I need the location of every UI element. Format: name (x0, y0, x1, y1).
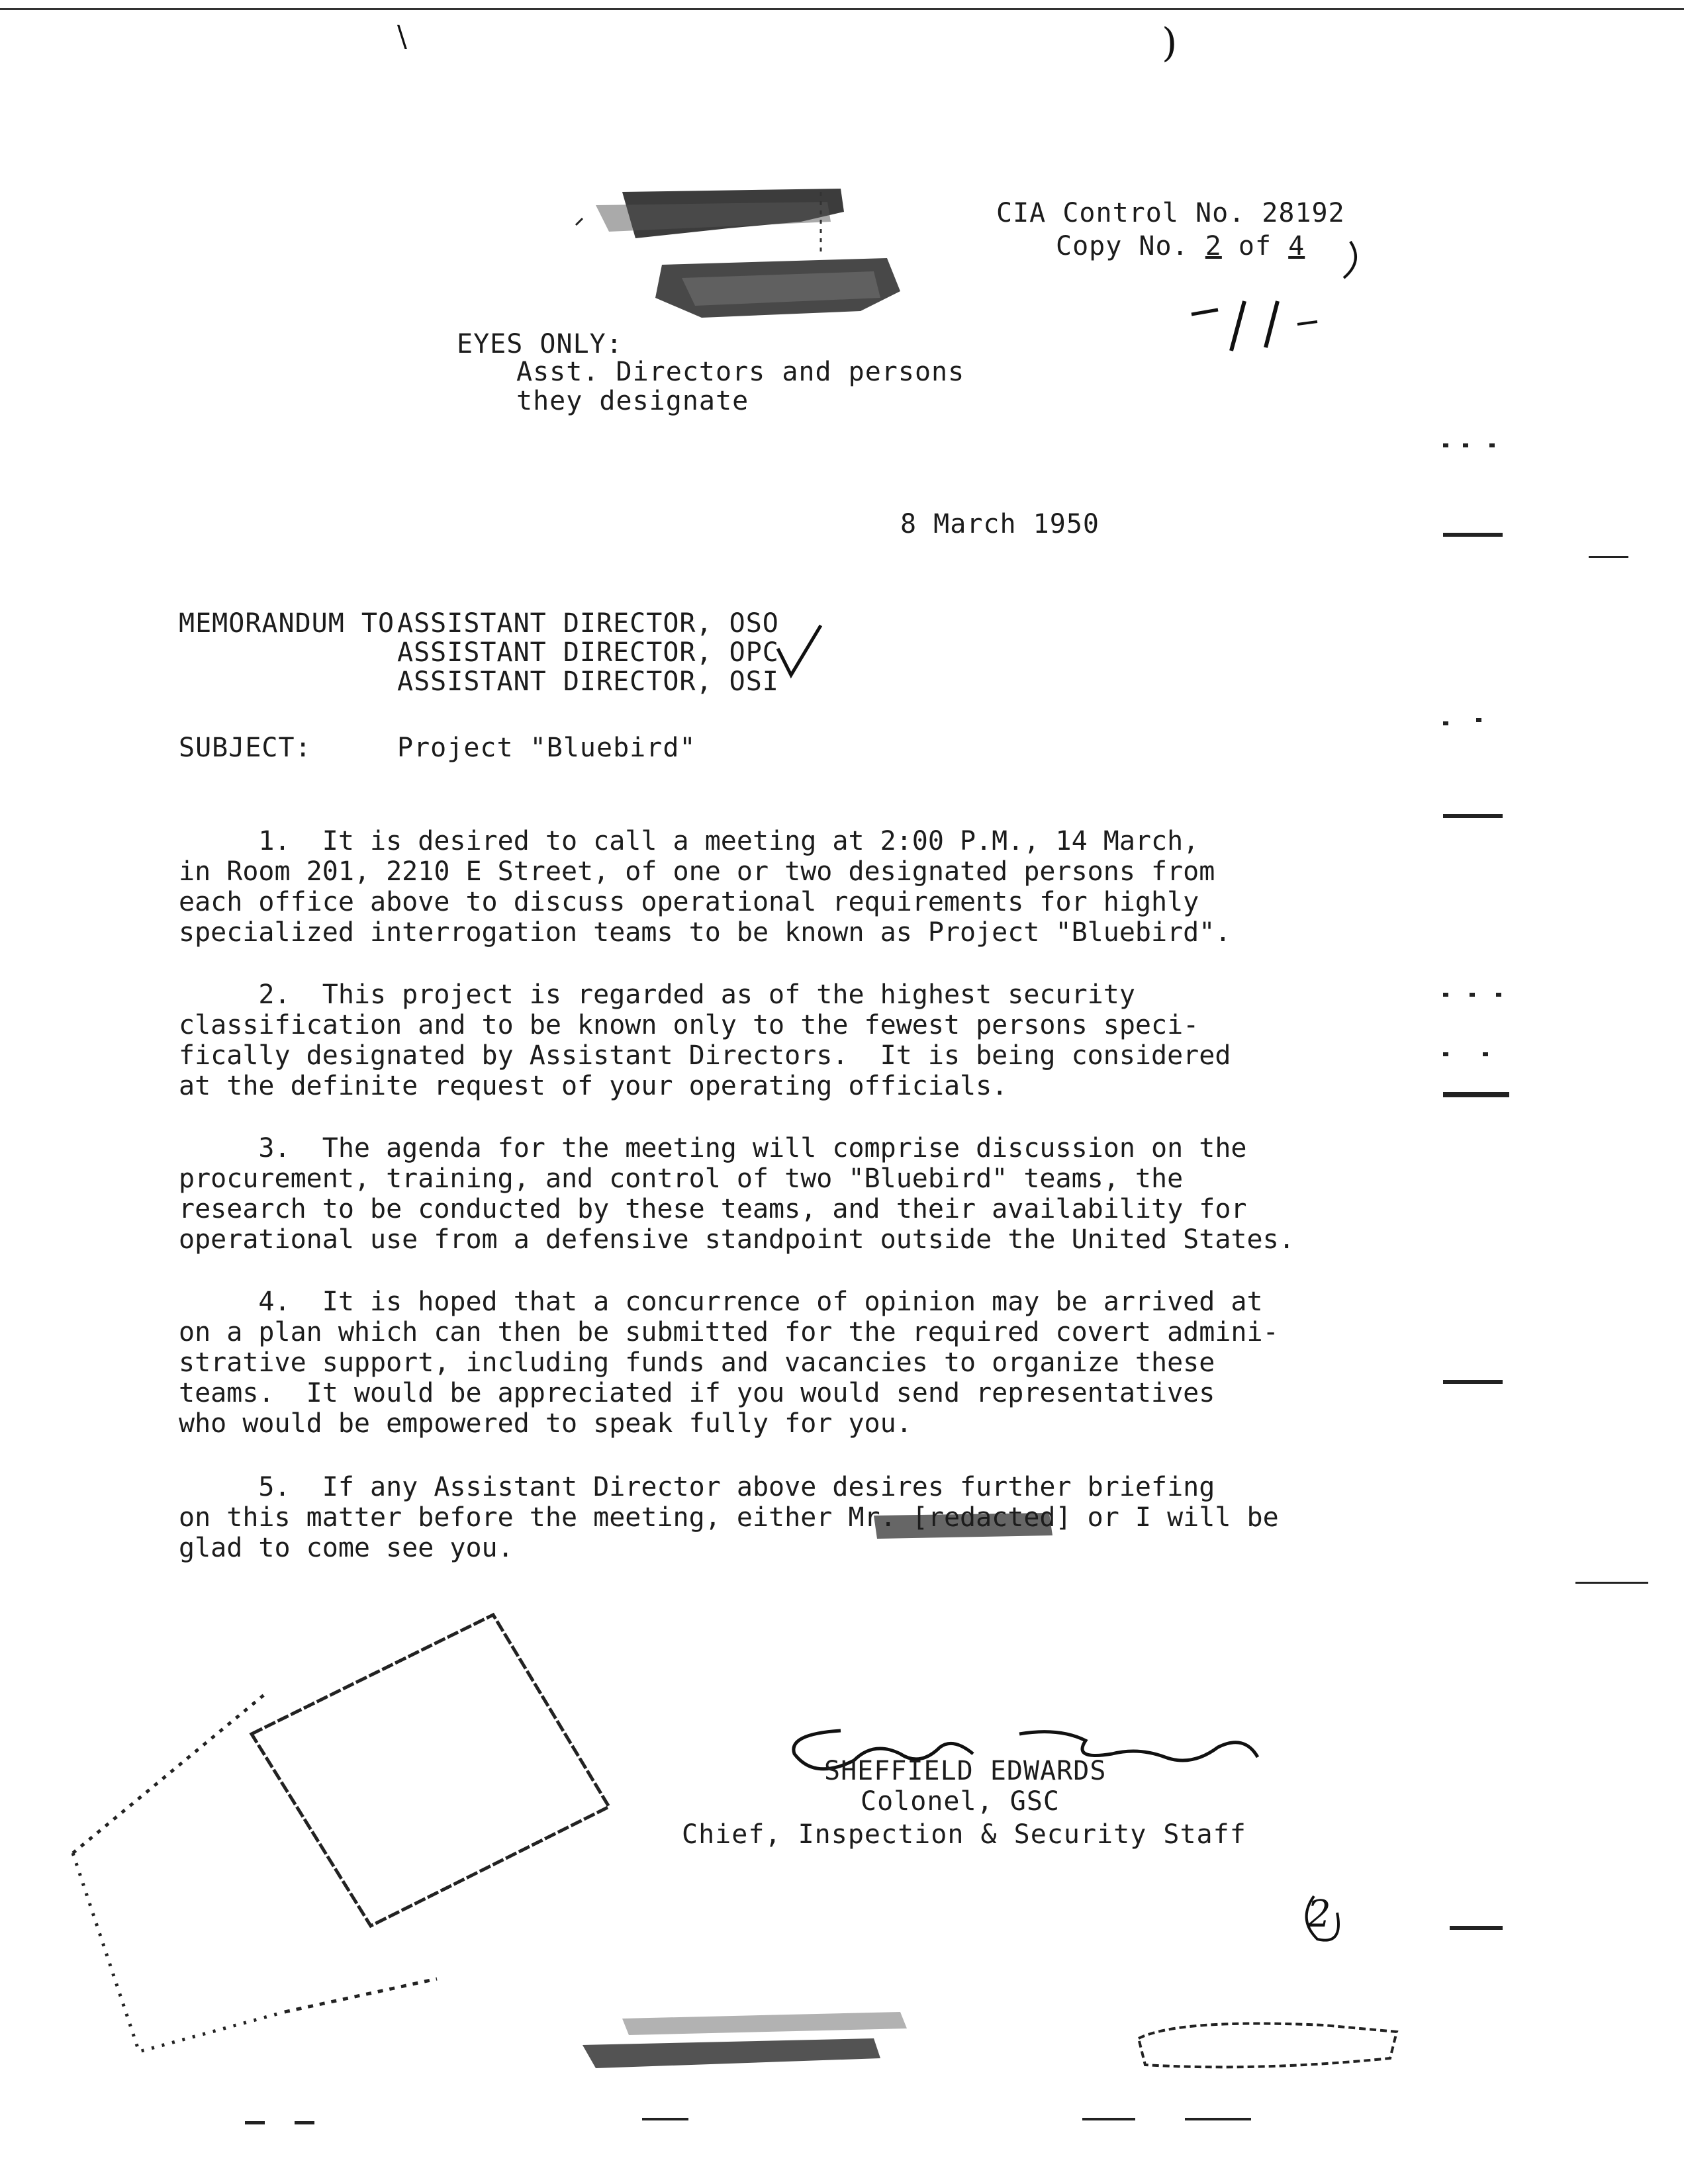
subject-value: Project "Bluebird" (397, 733, 696, 763)
paragraph-line: classification and to be known only to the fewest persons speci- (179, 1010, 1199, 1040)
paragraph-line: 5. If any Assistant Director above desires further briefing (179, 1472, 1215, 1502)
paragraph-2 (179, 979, 1304, 1101)
control-number: CIA Control No. 28192 (996, 198, 1345, 228)
addressee-opc: ASSISTANT DIRECTOR, OPC (397, 637, 779, 668)
circled-number: 2 (1307, 1893, 1331, 1936)
paragraph-line: specialized interrogation teams to be known as Project "Bluebird". (179, 917, 1231, 948)
eyes-only-line-2: they designate (516, 386, 749, 416)
eyes-only-label: EYES ONLY: (457, 329, 623, 359)
memo-lead: MEMORANDUM TO (179, 608, 395, 639)
paragraph-1 (179, 826, 1304, 948)
redaction-blot-top (576, 189, 900, 318)
copy-number-line (1056, 230, 1305, 262)
paragraph-4 (179, 1287, 1304, 1439)
stray-mark-right: ) (1162, 20, 1178, 66)
bottom-edge-marks (245, 2118, 1251, 2124)
paragraph-line: in Room 201, 2210 E Street, of one or two designated persons from (179, 856, 1215, 887)
stamp-shape-bottom-left (73, 1615, 609, 2052)
paragraph-3 (179, 1133, 1304, 1255)
addressee-oso: ASSISTANT DIRECTOR, OSO (397, 608, 779, 639)
paragraph-line: each office above to discuss operational requirements for highly (179, 887, 1199, 917)
paragraph-line: 1. It is desired to call a meeting at 2:00 P.M., 14 March, (179, 826, 1199, 856)
signer-title: Chief, Inspection & Security Staff (682, 1819, 1246, 1850)
signer-name: SHEFFIELD EDWARDS (824, 1756, 1107, 1786)
paragraph-line: 4. It is hoped that a concurrence of opinion may be arrived at (179, 1287, 1263, 1317)
paragraph-line: at the definite request of your operating officials. (179, 1071, 1008, 1101)
paragraph-line: operational use from a defensive standpoint outside the United States. (179, 1224, 1295, 1255)
redaction-smudges-bottom (583, 2012, 1397, 2068)
memo-date: 8 March 1950 (900, 509, 1099, 539)
paragraph-line: research to be conducted by these teams, and their availability for (179, 1194, 1247, 1224)
right-margin-marks (1443, 443, 1648, 1930)
stray-mark-left: \ (397, 20, 407, 54)
paragraph-line: procurement, training, and control of two "Bluebird" teams, the (179, 1163, 1184, 1194)
signer-rank: Colonel, GSC (861, 1786, 1060, 1817)
paragraph-line: teams. It would be appreciated if you would send representatives (179, 1378, 1215, 1408)
addressee-osi: ASSISTANT DIRECTOR, OSI (397, 666, 779, 697)
paragraph-line: 2. This project is regarded as of the highest security (179, 979, 1135, 1010)
paragraph-line: strative support, including funds and vacancies to organize these (179, 1347, 1215, 1378)
copy-number-value: 2 (1205, 231, 1222, 261)
eyes-only-line-1: Asst. Directors and persons (516, 357, 965, 387)
paragraph-line: glad to come see you. (179, 1533, 514, 1563)
paragraph-5 (179, 1472, 1304, 1563)
subject-label: SUBJECT: (179, 733, 312, 763)
check-mark (778, 625, 821, 675)
copy-number-of: of (1221, 231, 1289, 261)
paragraph-line: who would be empowered to speak fully for you. (179, 1408, 912, 1439)
paragraph-line: on this matter before the meeting, either Mr. [redacted] or I will be (179, 1502, 1279, 1533)
paragraph-line: 3. The agenda for the meeting will comprise discussion on the (179, 1133, 1247, 1163)
paragraph-line: on a plan which can then be submitted for the required covert admini- (179, 1317, 1279, 1347)
copy-total: 4 (1288, 231, 1305, 261)
copy-number-prefix: Copy No. (1056, 231, 1205, 261)
paragraph-line: fically designated by Assistant Directors. It is being considered (179, 1040, 1231, 1071)
